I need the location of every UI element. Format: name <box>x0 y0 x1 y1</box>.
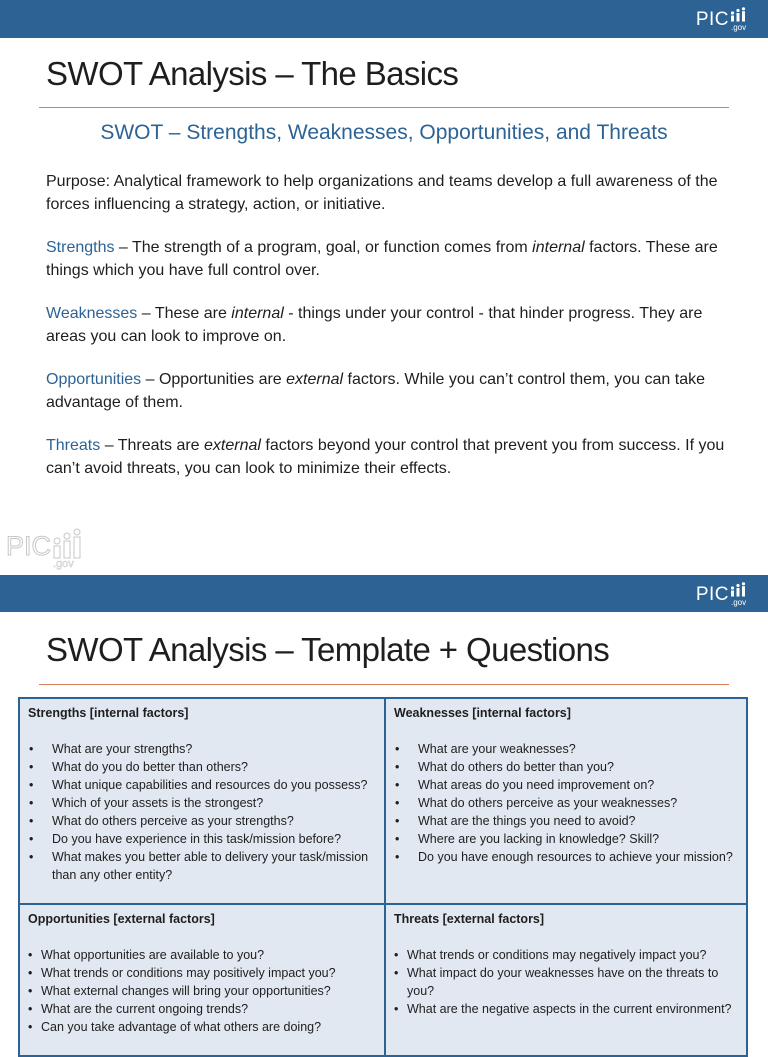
question-item: • What are your weaknesses? <box>394 740 740 758</box>
threats-cell <box>386 905 748 1023</box>
page-title: SWOT Analysis – The Basics <box>46 55 459 92</box>
question-item: • What makes you better able to delivery your task/mission than any other entity? <box>28 848 376 884</box>
threats-term: Threats <box>46 437 101 454</box>
question-item: • What external changes will bring your opportunities? <box>28 982 376 1000</box>
watermark-text: PIC <box>6 531 52 561</box>
threats-question-list <box>394 946 740 1018</box>
strengths-heading: Strengths [internal factors] <box>28 706 189 720</box>
question-item: • What are the things you need to avoid? <box>394 812 740 830</box>
question-item: • What do others perceive as your weaknesses? <box>394 794 740 812</box>
logo-suffix: .gov <box>731 23 747 32</box>
question-item: • What do others perceive as your strengths? <box>28 812 376 830</box>
weaknesses-cell <box>386 699 748 903</box>
weaknesses-emphasis: internal <box>231 305 284 322</box>
threats-paragraph <box>46 434 736 480</box>
question-item: • Do you have experience in this task/mission before? <box>28 830 376 848</box>
pic-gov-logo <box>696 7 748 33</box>
title-divider <box>39 684 729 685</box>
question-item: • What are the current ongoing trends? <box>28 1000 376 1018</box>
svg-text:.gov: .gov <box>53 558 74 570</box>
strengths-cell <box>20 699 384 903</box>
weaknesses-text-end: - things under your control - that hinder progress. They are areas you can look to improve on. <box>46 305 703 345</box>
opportunities-term: Opportunities <box>46 371 142 388</box>
subtitle: SWOT – Strengths, Weaknesses, Opportunities, and Threats <box>100 121 668 144</box>
question-item: • Which of your assets is the strongest? <box>28 794 376 812</box>
question-item: • Can you take advantage of what others are doing? <box>28 1018 376 1036</box>
slide-template <box>0 575 768 1034</box>
logo-suffix: .gov <box>731 598 747 607</box>
strengths-text: – The strength of a program, goal, or function comes from <box>114 239 533 256</box>
question-item: • What unique capabilities and resources do you possess? <box>28 776 376 794</box>
opportunities-text-end: factors. While you can’t control them, you can take advantage of them. <box>46 371 706 411</box>
logo-text: PIC <box>695 584 729 605</box>
strengths-text-end: factors. These are things which you have full control over. <box>46 239 718 279</box>
weaknesses-question-list <box>394 740 740 866</box>
question-item: • What opportunities are available to you? <box>28 946 376 964</box>
threats-text: – Threats are <box>100 437 205 454</box>
opportunities-cell <box>20 905 384 1041</box>
question-item: • What impact do your weaknesses have on the threats to you? <box>394 964 740 1000</box>
pic-gov-logo <box>696 582 748 608</box>
pic-gov-watermark-logo <box>6 528 85 568</box>
header-bar <box>0 575 768 612</box>
opportunities-text: – Opportunities are <box>141 371 287 388</box>
opportunities-emphasis: external <box>286 371 344 388</box>
page-title: SWOT Analysis – Template + Questions <box>46 631 610 668</box>
logo-text: PIC <box>695 9 729 30</box>
title-divider <box>39 107 729 108</box>
strengths-question-list <box>28 740 376 884</box>
question-item: • What do you do better than others? <box>28 758 376 776</box>
bar-chart-icon <box>730 7 748 33</box>
header-bar <box>0 0 768 38</box>
question-item: • What trends or conditions may positively impact you? <box>28 964 376 982</box>
question-item: • What areas do you need improvement on? <box>394 776 740 794</box>
weaknesses-text: – These are <box>137 305 232 322</box>
question-item: • What do others do better than you? <box>394 758 740 776</box>
threats-heading: Threats [external factors] <box>394 912 545 926</box>
weaknesses-heading: Weaknesses [internal factors] <box>394 706 571 720</box>
bar-chart-icon <box>730 582 748 608</box>
question-item: • What are your strengths? <box>28 740 376 758</box>
question-item: • Where are you lacking in knowledge? Skill? <box>394 830 740 848</box>
opportunities-question-list <box>28 946 376 1036</box>
weaknesses-paragraph <box>46 302 736 348</box>
question-item: • What are the negative aspects in the current environment? <box>394 1000 740 1018</box>
opportunities-paragraph <box>46 368 736 414</box>
threats-text-end: factors beyond your control that prevent you from success. If you can’t avoid threats, you can look to minimize their effects. <box>46 437 725 477</box>
opportunities-heading: Opportunities [external factors] <box>28 912 215 926</box>
swot-table <box>18 697 748 1057</box>
question-item: • What trends or conditions may negatively impact you? <box>394 946 740 964</box>
question-item: • Do you have enough resources to achieve your mission? <box>394 848 740 866</box>
threats-emphasis: external <box>204 437 261 454</box>
purpose-paragraph: Purpose: Analytical framework to help organizations and teams develop a full awareness of the forces influencing a strategy, action, or initiative. <box>46 173 718 213</box>
strengths-term: Strengths <box>46 239 115 256</box>
strengths-paragraph <box>46 236 736 282</box>
watermark-bar-chart-icon <box>51 528 85 568</box>
strengths-emphasis: internal <box>532 239 585 256</box>
weaknesses-term: Weaknesses <box>46 305 138 322</box>
